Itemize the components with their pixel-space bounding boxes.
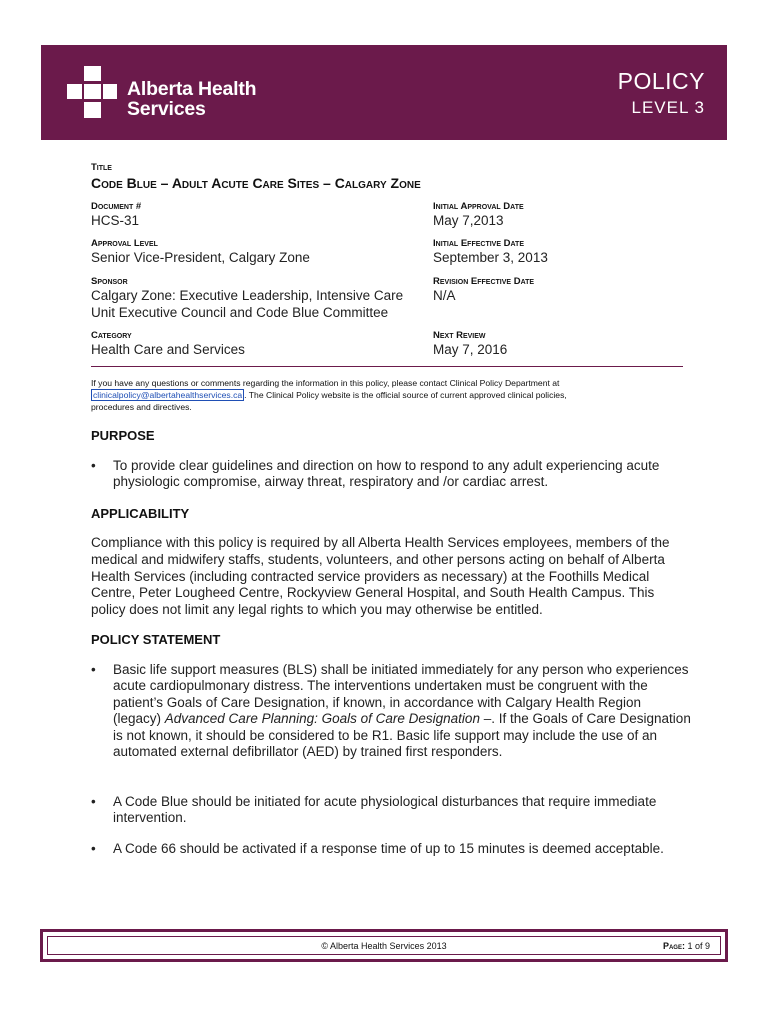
approval-level-label: Approval Level xyxy=(91,238,158,249)
bullet-icon: • xyxy=(91,458,96,473)
copyright: © Alberta Health Services 2013 xyxy=(321,941,447,951)
initial-effective-field xyxy=(433,238,683,266)
document-number-field xyxy=(91,201,421,229)
policy-word: POLICY xyxy=(617,68,705,94)
initial-effective-label: Initial Effective Date xyxy=(433,238,524,249)
initial-approval-value: May 7,2013 xyxy=(433,213,504,228)
purpose-bullet xyxy=(91,458,691,491)
logo-line-1: Alberta Health xyxy=(127,78,257,100)
category-field xyxy=(91,330,421,358)
next-review-label: Next Review xyxy=(433,330,486,341)
sponsor-field xyxy=(91,276,431,321)
bullet-icon: • xyxy=(91,841,96,856)
policy-bullet-1-text xyxy=(113,662,691,760)
policy-bullet-3 xyxy=(91,841,691,857)
contact-notice xyxy=(91,377,691,413)
policy-statement-heading: POLICY STATEMENT xyxy=(91,632,221,647)
title-label: Title xyxy=(91,162,112,173)
title-field xyxy=(91,162,691,191)
sponsor-label: Sponsor xyxy=(91,276,128,287)
policy-bullet-1-reference: Advanced Care Planning: Goals of Care Designation – xyxy=(164,711,492,727)
initial-effective-value: September 3, 2013 xyxy=(433,250,548,265)
purpose-heading: PURPOSE xyxy=(91,428,155,443)
footer-inner-border xyxy=(47,936,721,955)
logo-line-2: Services xyxy=(127,98,206,120)
policy-bullet-2-text: A Code Blue should be initiated for acute physiological disturbances that require immediate intervention. xyxy=(113,794,657,826)
next-review-value: May 7, 2016 xyxy=(433,342,508,357)
approval-level-field xyxy=(91,238,421,266)
approval-level-value: Senior Vice-President, Calgary Zone xyxy=(91,250,310,265)
document-number-label: Document # xyxy=(91,201,142,212)
next-review-field xyxy=(433,330,683,358)
purpose-bullet-text: To provide clear guidelines and direction on how to respond to any adult experiencing acute physiologic compromise, airway threat, respiratory and /or cardiac arrest. xyxy=(113,458,660,490)
bullet-icon: • xyxy=(91,662,96,677)
divider xyxy=(91,366,683,367)
notice-line-3: procedures and directives. xyxy=(91,402,192,412)
policy-level-label xyxy=(618,69,705,119)
policy-bullet-1-part-2: . If the Goals of Care Designation is not known, it should be considered to be R1. Basic life support may include the use of an automated external defibrillator (AED) by trained first responders. xyxy=(113,711,691,760)
page-label: Page: xyxy=(662,941,685,951)
sponsor-value-line-1: Calgary Zone: Executive Leadership, Intensive Care xyxy=(91,288,404,303)
policy-bullet-3-text: A Code 66 should be activated if a response time of up to 15 minutes is deemed acceptable. xyxy=(113,841,664,856)
initial-approval-label: Initial Approval Date xyxy=(433,201,524,212)
contact-email-link[interactable]: clinicalpolicy@albertahealthservices.ca xyxy=(93,390,243,400)
document-title: Code Blue – Adult Acute Care Sites – Calgary Zone xyxy=(91,175,421,191)
sponsor-value-line-2: Unit Executive Council and Code Blue Committee xyxy=(91,305,389,320)
header-banner xyxy=(41,45,727,140)
notice-line-2 xyxy=(91,389,691,401)
ahs-logo-icon xyxy=(67,66,117,118)
page-indicator xyxy=(663,941,710,951)
revision-field xyxy=(433,276,683,304)
applicability-text: Compliance with this policy is required by all Alberta Health Services employees, members of the medical and midwifery staffs, students, volunteers, and other persons acting on behalf of Alberta Health Services (including contracted service providers as necessary) at the Foothills Medical Centre, Peter Lougheed Centre, Rockyview General Hospital, and South Health Campus. This policy does not limit any legal rights to which you may otherwise be entitled. xyxy=(91,535,670,618)
policy-bullet-1 xyxy=(91,662,691,760)
page-footer xyxy=(40,929,728,962)
notice-line-1: If you have any questions or comments regarding the information in this policy, please contact Clinical Policy Department at xyxy=(91,378,560,388)
revision-value: N/A xyxy=(433,288,456,303)
notice-line-2-rest: . The Clinical Policy website is the official source of current approved clinical policies, xyxy=(244,390,567,400)
initial-approval-field xyxy=(433,201,683,229)
revision-label: Revision Effective Date xyxy=(433,276,535,287)
applicability-heading: APPLICABILITY xyxy=(91,506,190,521)
logo-text xyxy=(127,79,256,119)
policy-bullet-2 xyxy=(91,794,691,827)
document-number-value: HCS-31 xyxy=(91,213,140,228)
level-word: LEVEL 3 xyxy=(631,98,705,117)
bullet-icon: • xyxy=(91,794,96,809)
category-value: Health Care and Services xyxy=(91,342,245,357)
category-label: Category xyxy=(91,330,132,341)
page-value: 1 of 9 xyxy=(687,941,710,951)
policy-bullet-1-part-1: Basic life support measures (BLS) shall be initiated immediately for any person who experiences acute cardiopulmonary distress. The interventions undertaken must be congruent with the patient’s Goals of Care Designation, if known, in accordance with Calgary Health Region (legacy) xyxy=(113,662,689,727)
